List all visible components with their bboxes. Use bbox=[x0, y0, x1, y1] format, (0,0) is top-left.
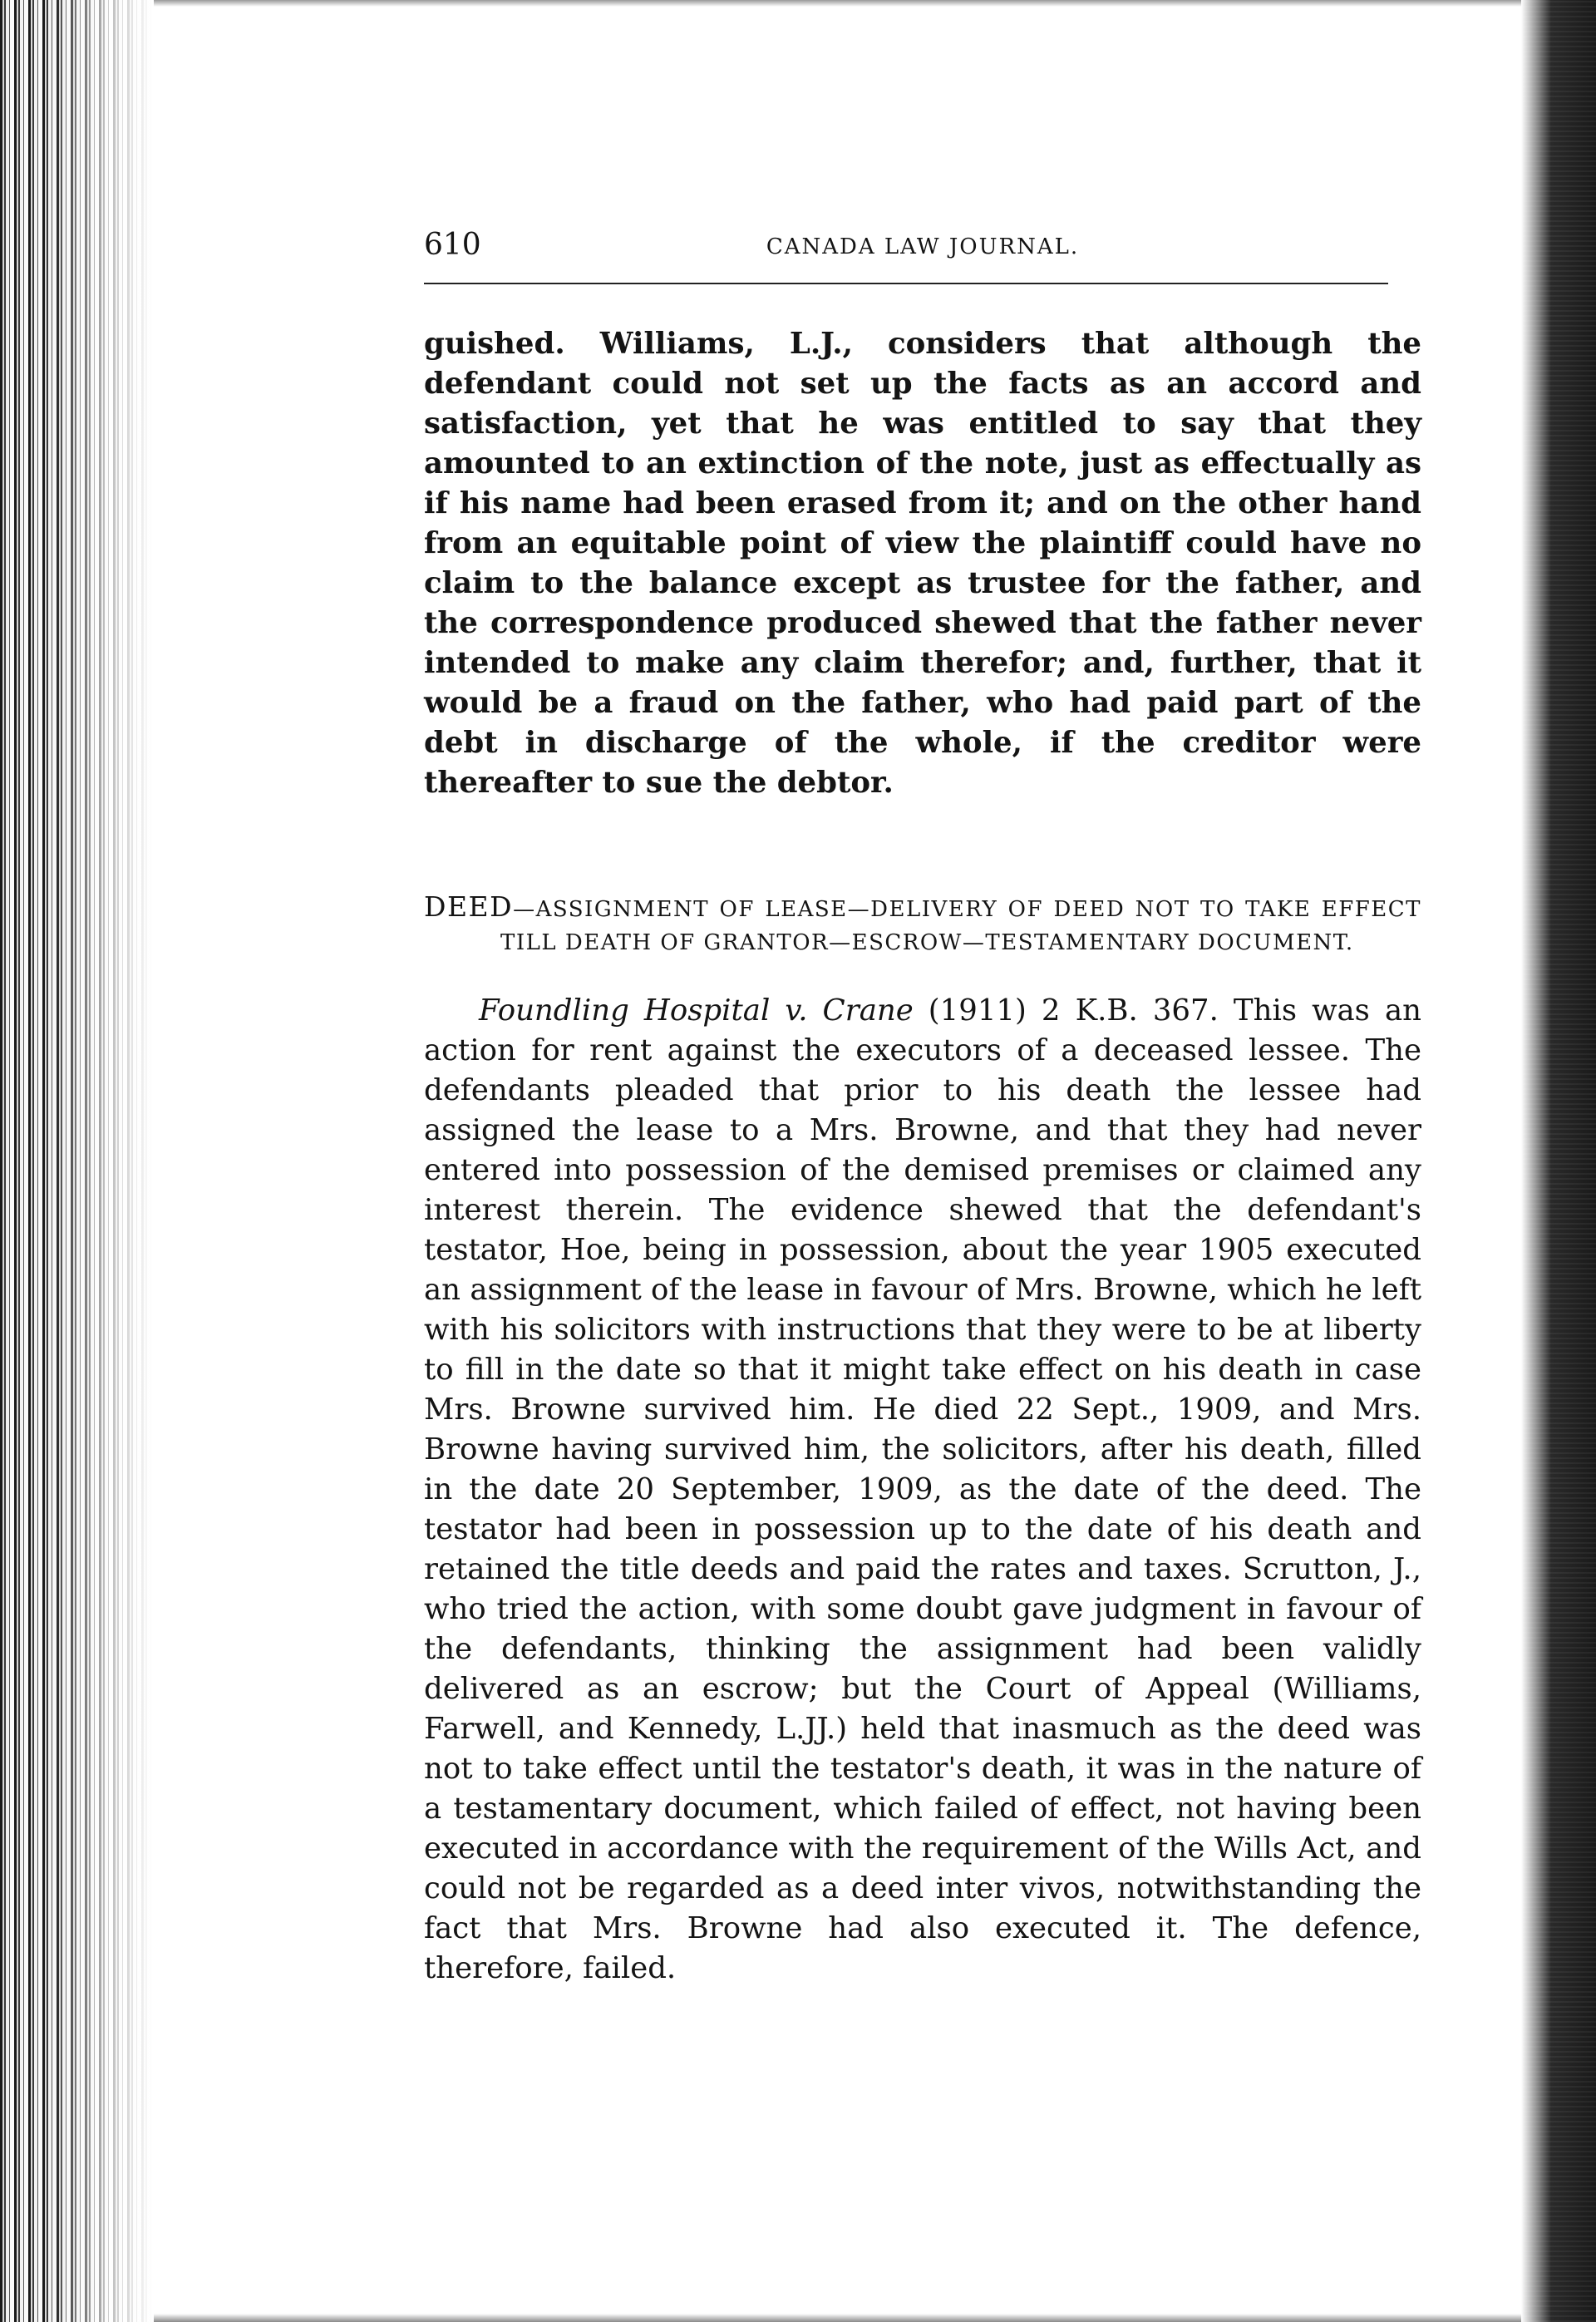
top-edge-shadow bbox=[154, 0, 1521, 7]
running-head bbox=[424, 224, 1421, 274]
page-number: 610 bbox=[424, 228, 481, 262]
case-headnote bbox=[424, 890, 1421, 959]
headnote-rest: —ASSIGNMENT OF LEASE—DELIVERY OF DEED NOT TO TAKE EFFECT TILL DEATH OF GRANTOR—ESCROW—TESTAMENTARY DOCUMENT. bbox=[500, 897, 1421, 955]
case-body: (1911) 2 K.B. 367. This was an action for rent against the executors of a deceased lessee. The defendants pleaded that prior to his death the lessee had assigned the lease to a Mrs. Browne, and that they had never entered into possession of the demised premises or claimed any interest therein. The evidence shewed that the defendant's testator, Hoe, being in possession, about the year 1905 executed an assignment of the lease in favour of Mrs. Browne, which he left with his solicitors with instructions that they were to be at liberty to fill in the date so that it might take effect on his death in case Mrs. Browne survived him. He died 22 Sept., 1909, and Mrs. Browne having survived him, the solicitors, after his death, filled in the date 20 September, 1909, as the date of the deed. The testator had been in possession up to the date of his death and retained the title deeds and paid the rates and taxes. Scrutton, J., who tried the action, with some doubt gave judgment in favour of the defendants, thinking the assignment had been validly delivered as an escrow; but the Court of Appeal (Williams, Farwell, and Kennedy, L.JJ.) held that inasmuch as the deed was not to take effect until the testator's death, it was in the nature of a testamentary document, which failed of effect, not having been executed in accordance with the requirement of the Wills Act, and could not be regarded as a deed inter vivos, notwithstanding the fact that Mrs. Browne had also executed it. The defence, therefore, failed. bbox=[424, 993, 1421, 1985]
headnote-lead bbox=[424, 890, 514, 923]
journal-title: CANADA LAW JOURNAL. bbox=[766, 234, 1080, 259]
page-edge-shadow bbox=[1521, 0, 1596, 2322]
case-paragraph bbox=[424, 991, 1421, 1989]
header-rule bbox=[424, 283, 1388, 286]
book-spine-shadow bbox=[0, 0, 154, 2322]
bottom-edge-shadow bbox=[154, 2314, 1521, 2322]
headnote-lead-word: DEED bbox=[424, 890, 514, 923]
page-content bbox=[424, 224, 1421, 1989]
paragraph-continued: guished. Williams, L.J., considers that although the defendant could not set up the facts as an accord and satisfaction, yet that he was entitled to say that they amounted to an extinction of the note, just as effectually as if his name had been erased from it; and on the other hand from an equitable point of view the plaintiff could have no claim to the balance except as trustee for the father, and the correspondence produced shewed that the father never intended to make any claim therefor; and, further, that it would be a fraud on the father, who had paid part of the debt in discharge of the whole, if the creditor were thereafter to sue the debtor. bbox=[424, 327, 1421, 800]
case-name: Foundling Hospital v. Crane bbox=[479, 993, 914, 1028]
